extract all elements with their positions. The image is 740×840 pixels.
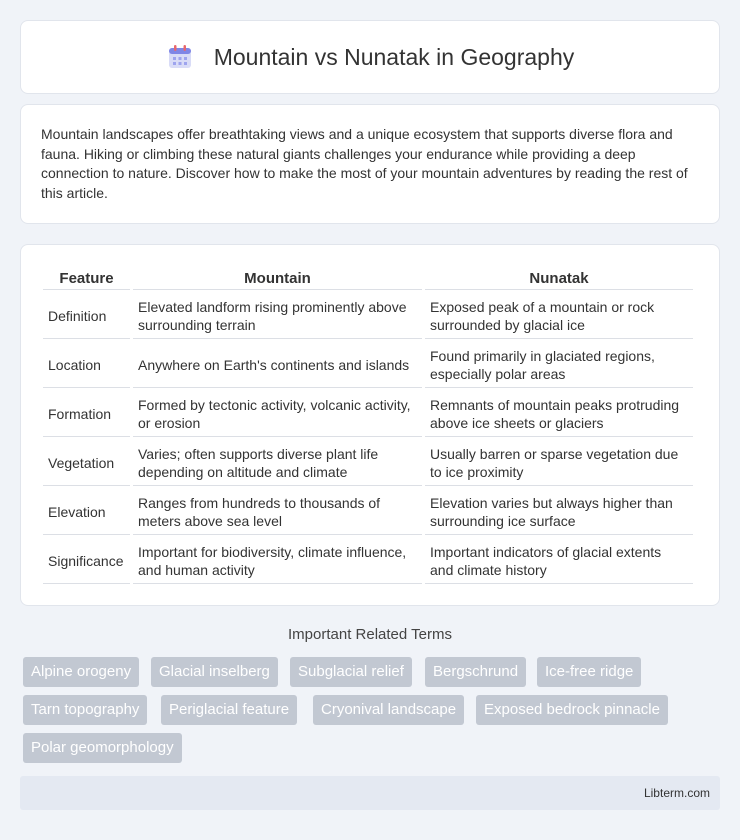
feature-cell: Significance [43,537,130,584]
tag-glacial-inselberg[interactable]: Glacial inselberg [151,657,278,687]
calendar-icon [166,43,194,71]
comparison-card [20,244,720,606]
tag-polar-geomorphology[interactable]: Polar geomorphology [23,733,182,763]
nunatak-cell: Elevation varies but always higher than surrounding ice surface [425,488,693,535]
table-row [43,292,693,339]
mountain-cell: Ranges from hundreds to thousands of meters above sea level [133,488,422,535]
table-row [43,537,693,584]
tag-alpine-orogeny[interactable]: Alpine orogeny [23,657,139,687]
feature-cell: Vegetation [43,439,130,486]
nunatak-cell: Remnants of mountain peaks protruding above ice sheets or glaciers [425,390,693,437]
mountain-cell: Formed by tectonic activity, volcanic activity, or erosion [133,390,422,437]
header-card [20,20,720,94]
comparison-table [40,265,696,586]
tag-subglacial-relief[interactable]: Subglacial relief [290,657,412,687]
intro-card [20,104,720,224]
table-header-row [43,267,693,290]
page-title: Mountain vs Nunatak in Geography [213,43,575,70]
tag-tarn-topography[interactable]: Tarn topography [23,695,147,725]
table-row [43,341,693,388]
feature-cell: Location [43,341,130,388]
header-mountain: Mountain [133,267,422,290]
tag-exposed-bedrock-pinnacle[interactable]: Exposed bedrock pinnacle [476,695,668,725]
mountain-cell: Varies; often supports diverse plant life depending on altitude and climate [133,439,422,486]
tag-periglacial-feature[interactable]: Periglacial feature [161,695,297,725]
table-row [43,390,693,437]
feature-cell: Definition [43,292,130,339]
feature-cell: Formation [43,390,130,437]
table-row [43,488,693,535]
table-row [43,439,693,486]
nunatak-cell: Exposed peak of a mountain or rock surrounded by glacial ice [425,292,693,339]
tag-ice-free-ridge[interactable]: Ice-free ridge [537,657,641,687]
nunatak-cell: Important indicators of glacial extents and climate history [425,537,693,584]
footer [20,776,720,810]
related-terms-title: Important Related Terms [288,626,452,643]
intro-text: Mountain landscapes offer breathtaking views and a unique ecosystem that supports diverse flora and fauna. Hiking or climbing these natural giants challenges your endurance while providing a deep connection to nature. Discover how to make the most of your mountain adventures by reading the rest of this article. [41,126,688,201]
header-feature: Feature [43,267,130,290]
nunatak-cell: Found primarily in glaciated regions, especially polar areas [425,341,693,388]
footer-site-link[interactable]: Libterm.com [643,786,710,800]
mountain-cell: Anywhere on Earth's continents and islands [133,341,422,388]
tag-bergschrund[interactable]: Bergschrund [425,657,526,687]
mountain-cell: Elevated landform rising prominently above surrounding terrain [133,292,422,339]
feature-cell: Elevation [43,488,130,535]
nunatak-cell: Usually barren or sparse vegetation due to ice proximity [425,439,693,486]
header-nunatak: Nunatak [425,267,693,290]
tag-cryonival-landscape[interactable]: Cryonival landscape [313,695,464,725]
mountain-cell: Important for biodiversity, climate influence, and human activity [133,537,422,584]
